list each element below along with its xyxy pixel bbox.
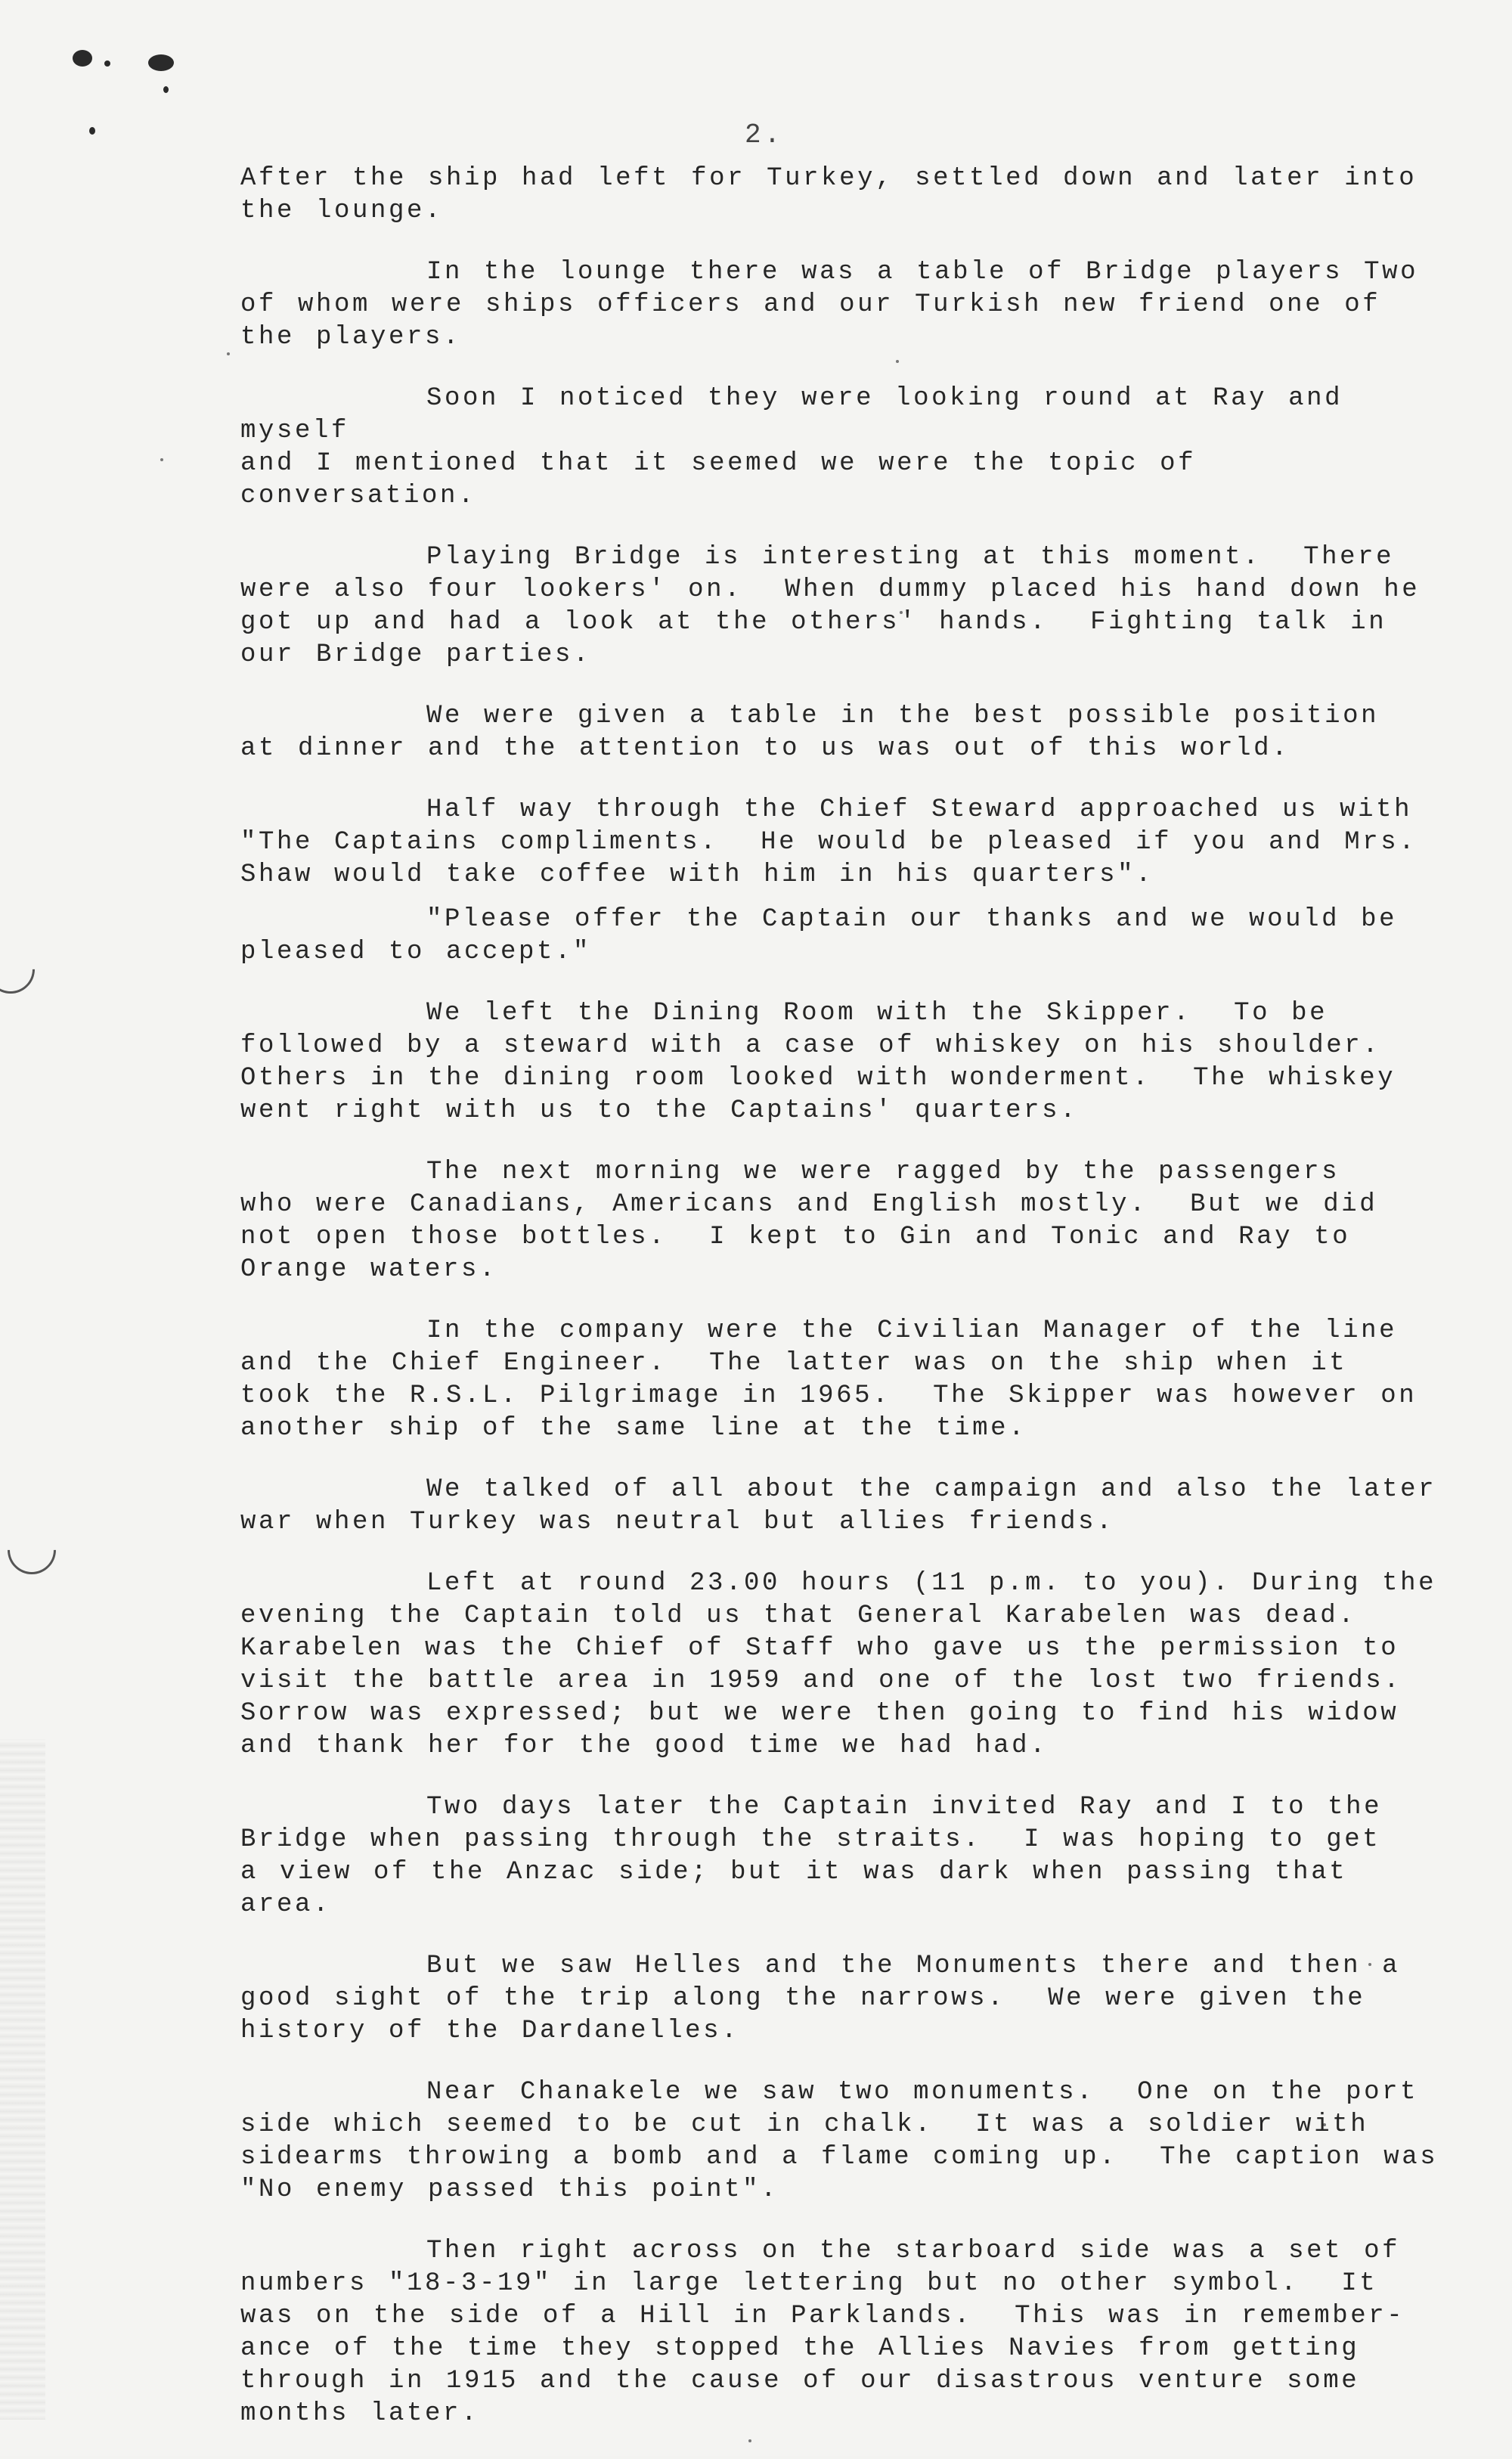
punch-hole-top <box>0 935 45 1004</box>
paragraph-5: We were given a table in the best possible position at dinner and the attention to us was out of this world. <box>240 702 1380 763</box>
ink-speck <box>163 86 169 93</box>
paragraph-11: We talked of all about the campaign and also the later war when Turkey was neutral but allies friends. <box>240 1475 1437 1536</box>
paragraph-3: Soon I noticed they were looking round at Ray and myself and I mentioned that it seemed we were the topic of conversation. <box>240 384 1343 510</box>
paragraph-10: In the company were the Civilian Manager of the line and the Chief Engineer. The latter was on the ship when it took the R.S.L. Pilgrimage in 1965. The Skipper was however on another ship of the same line at the time. <box>240 1316 1418 1443</box>
paragraph-8: We left the Dining Room with the Skipper. To be followed by a steward with a case of whiskey on his shoulder. Others in the dining room looked with wonderment. The whiskey went right with us to the Captains' quarters. <box>240 999 1396 1125</box>
paragraph-4: Playing Bridge is interesting at this moment. There were also four lookers' on. When dummy placed his hand down he got up and had a look at the others' hands. Fighting talk in our Bridge parties. <box>240 543 1421 669</box>
punch-hole-bottom <box>0 1516 66 1585</box>
ink-speck <box>89 127 95 135</box>
paragraph-6: Half way through the Chief Steward approached us with "The Captains compliments. He would be pleased if you and Mrs. Shaw would take coffee with him in his quarters". <box>240 795 1418 889</box>
paragraph-7: "Please offer the Captain our thanks and we would be pleased to accept." <box>240 905 1398 966</box>
page-number: 2. <box>745 119 784 150</box>
ink-blot <box>148 54 174 71</box>
paragraph-12: Left at round 23.00 hours (11 p.m. to you). During the evening the Captain told us that General Karabelen was dead. Karabelen was the Chief of Staff who gave us the permission to visit the battle area in 1959 and one of the lost two friends. Sorrow was expressed; but we were then going to find his widow and thank her for the good time we had had. <box>240 1569 1437 1760</box>
paragraph-14: But we saw Helles and the Monuments there and then a good sight of the trip along the narrows. We were given the history of the Dardanelles. <box>240 1952 1401 2045</box>
ink-speck <box>104 60 110 67</box>
ink-blot <box>73 50 92 67</box>
body-text <box>240 163 1450 2459</box>
scan-speck <box>160 458 163 461</box>
paragraph-2: In the lounge there was a table of Bridge players Two of whom were ships officers and our Turkish new friend one of the players. <box>240 258 1419 352</box>
paragraph-9: The next morning we were ragged by the passengers who were Canadians, Americans and English mostly. But we did not open those bottles. I kept to Gin and Tonic and Ray to Orange waters. <box>240 1158 1378 1284</box>
paragraph-16: Then right across on the starboard side was a set of numbers "18-3-19" in large lettering but no other symbol. It was on the side of a Hill in Parklands. This was in remember- ance of the time they stopped the Allies Navies from getting through in 1915 and the cause of our disastrous venture some months later. <box>240 2237 1405 2428</box>
paragraph-1: After the ship had left for Turkey, settled down and later into the lounge. <box>240 164 1418 225</box>
paragraph-15: Near Chanakele we saw two monuments. One on the port side which seemed to be cut in chalk. It was a soldier with sidearms throwing a bomb and a flame coming up. The caption was "No enemy passed this point". <box>240 2078 1439 2204</box>
scan-speck <box>227 352 230 355</box>
scan-edge-noise <box>0 1739 45 2420</box>
paragraph-13: Two days later the Captain invited Ray and I to the Bridge when passing through the straits. I was hoping to get a view of the Anzac side; but it was dark when passing that area. <box>240 1793 1383 1919</box>
